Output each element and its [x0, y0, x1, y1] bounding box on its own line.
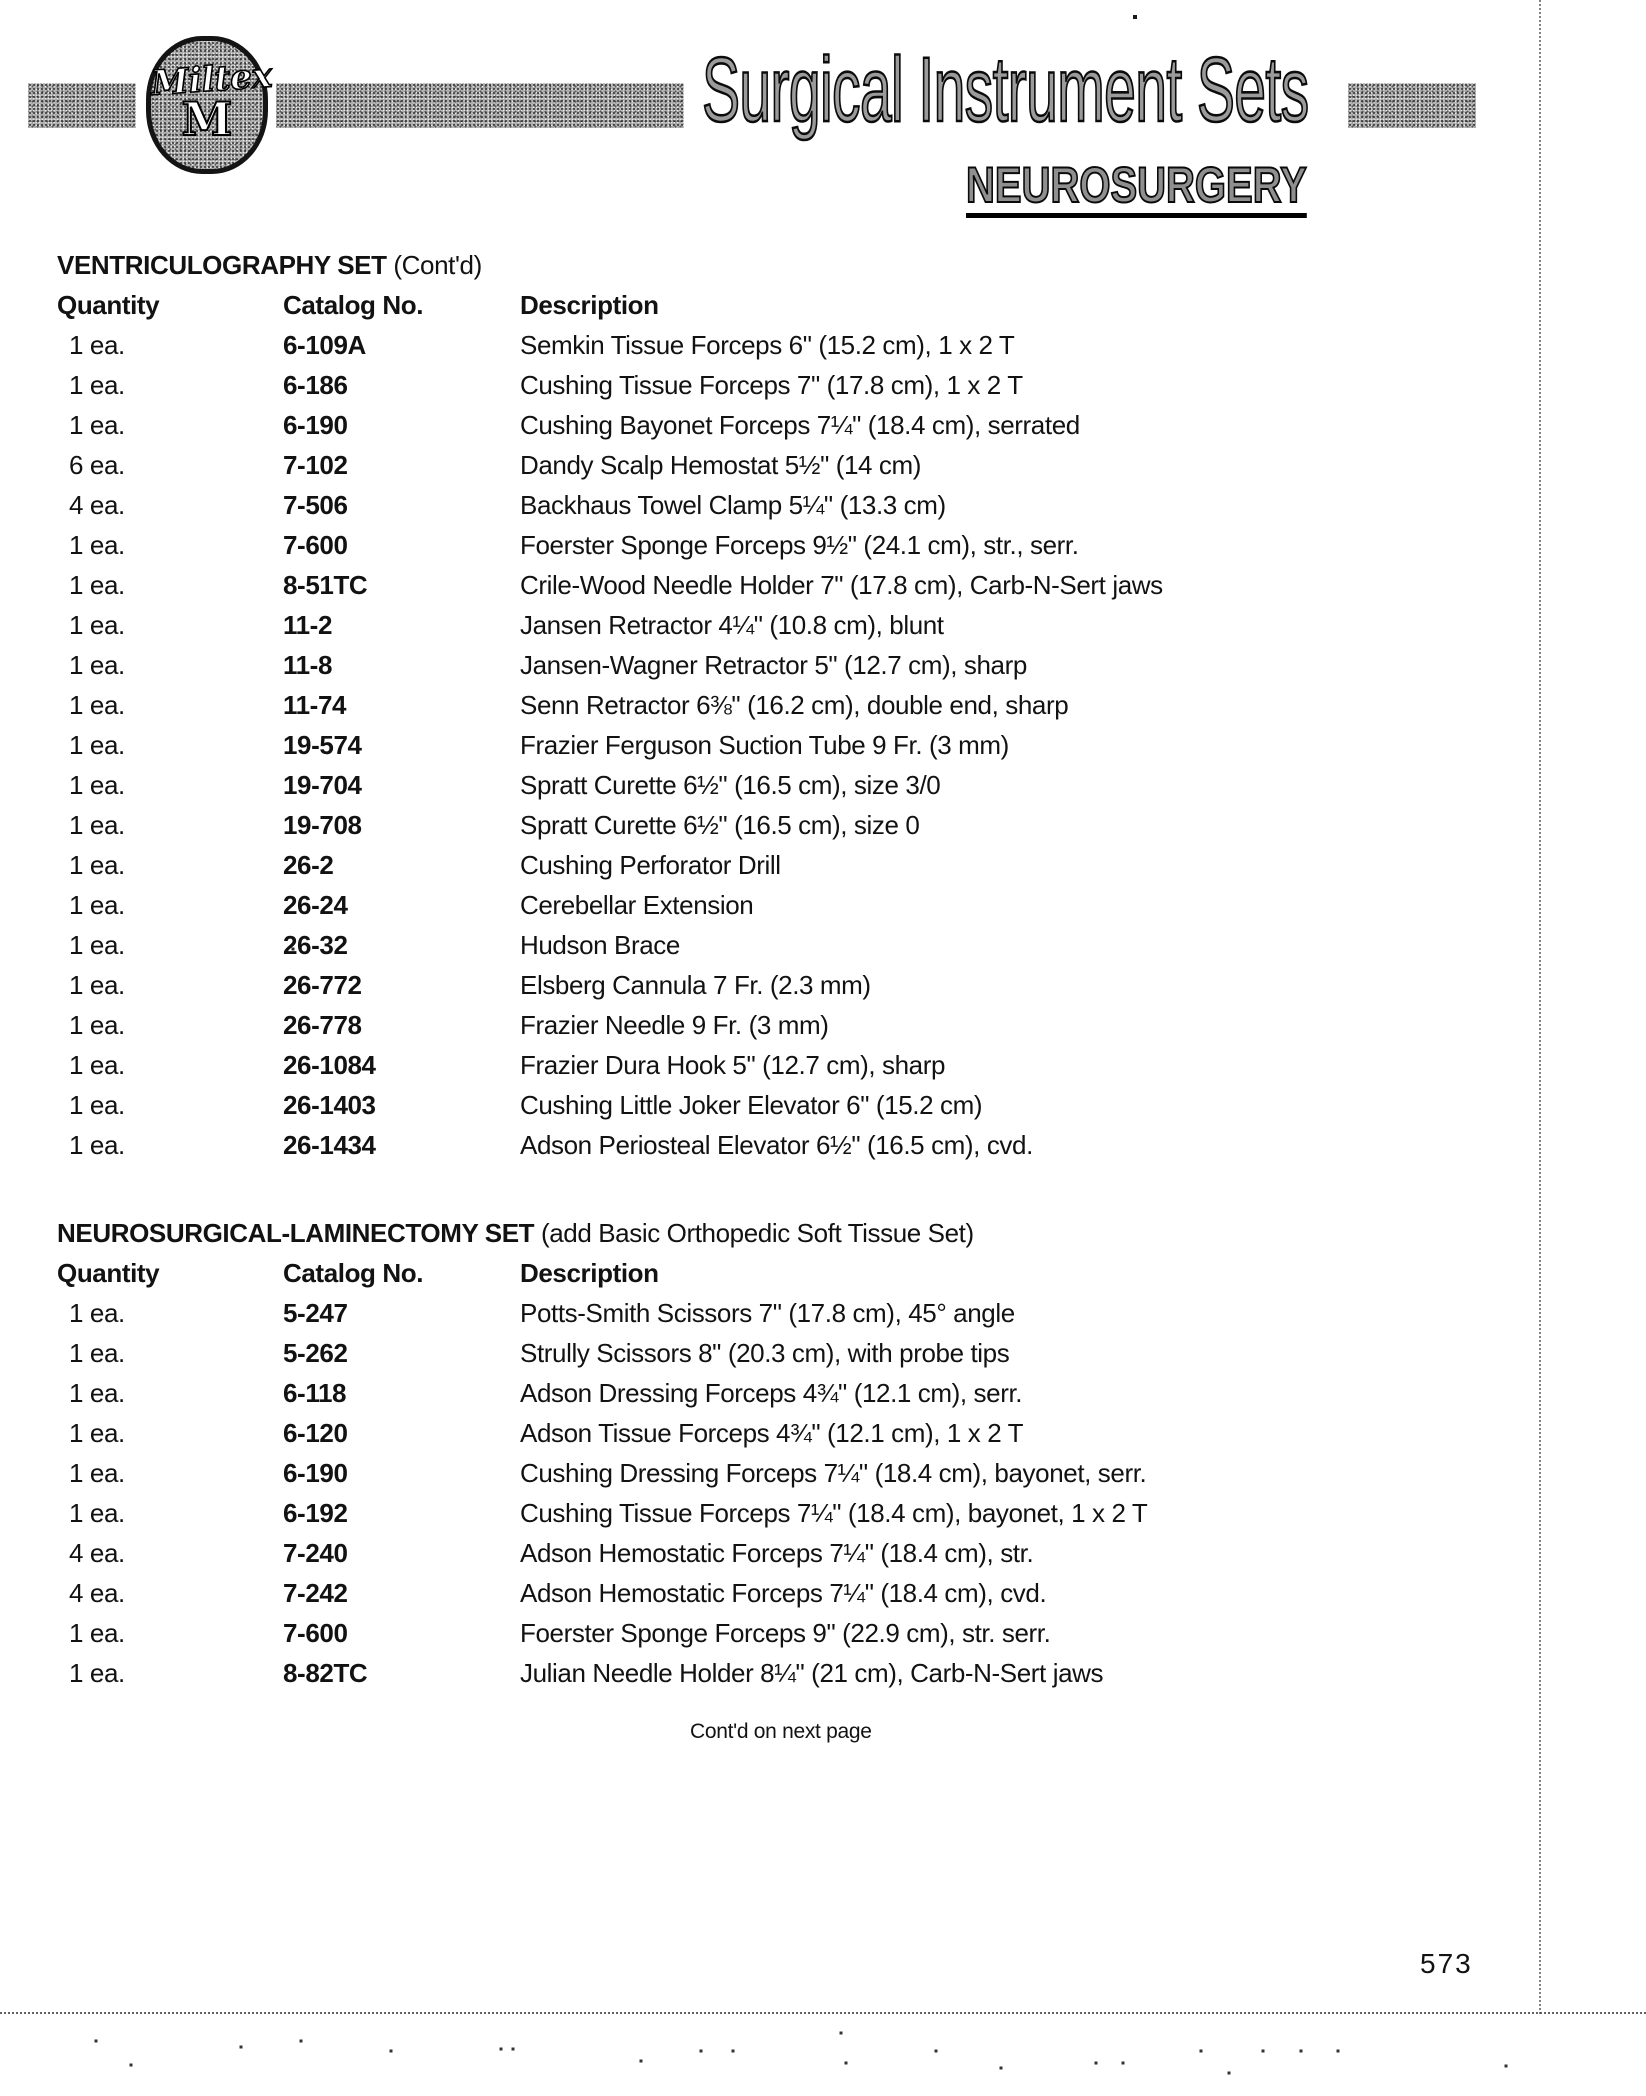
table-row	[57, 645, 1297, 685]
quantity-cell: 1 ea.	[69, 970, 125, 1000]
miltex-logo-m: M	[181, 92, 233, 146]
catalog-number-cell: 6-190	[283, 410, 348, 440]
table-row	[57, 1573, 1297, 1613]
catalog-number-cell: 26-32	[283, 930, 348, 960]
table-row	[57, 605, 1297, 645]
quantity-cell: 1 ea.	[69, 810, 125, 840]
description-cell: Adson Hemostatic Forceps 7¼" (18.4 cm), cvd.	[520, 1578, 1047, 1608]
catalog-number-cell: 6-190	[283, 1458, 348, 1488]
description-cell: Adson Hemostatic Forceps 7¼" (18.4 cm), str.	[520, 1538, 1034, 1568]
catalog-number-cell: 19-574	[283, 730, 362, 760]
column-header-catalog: Catalog No.	[283, 1258, 424, 1288]
quantity-cell: 1 ea.	[69, 1658, 125, 1688]
table-row	[57, 325, 1297, 365]
quantity-cell: 1 ea.	[69, 930, 125, 960]
catalog-number-cell: 11-8	[283, 650, 333, 680]
column-header-catalog: Catalog No.	[283, 290, 424, 320]
header-bar-right	[1348, 83, 1476, 128]
catalog-number-cell: 7-242	[283, 1578, 348, 1608]
page-title: Surgical Instrument Sets	[702, 39, 1309, 141]
table-row	[57, 445, 1297, 485]
description-cell: Senn Retractor 6⅜" (16.2 cm), double end, sharp	[520, 690, 1069, 720]
quantity-cell: 1 ea.	[69, 1010, 125, 1040]
quantity-cell: 4 ea.	[69, 490, 125, 520]
quantity-cell: 1 ea.	[69, 410, 125, 440]
section-neurosurgical-laminectomy-set	[57, 1213, 1297, 1693]
quantity-cell: 1 ea.	[69, 1050, 125, 1080]
description-cell: Frazier Needle 9 Fr. (3 mm)	[520, 1010, 829, 1040]
catalog-number-cell: 7-600	[283, 530, 348, 560]
table-row	[57, 365, 1297, 405]
quantity-cell: 4 ea.	[69, 1538, 125, 1568]
table-row	[57, 405, 1297, 445]
section-title	[57, 1213, 1297, 1253]
description-cell: Cushing Perforator Drill	[520, 850, 781, 880]
section-title-bold: NEUROSURGICAL-LAMINECTOMY SET	[57, 1218, 535, 1248]
table-row	[57, 485, 1297, 525]
table-rows	[57, 1293, 1297, 1693]
column-header-quantity: Quantity	[57, 290, 160, 320]
table-row	[57, 565, 1297, 605]
table-row	[57, 1373, 1297, 1413]
catalog-number-cell: 26-772	[283, 970, 362, 1000]
quantity-cell: 1 ea.	[69, 1418, 125, 1448]
scan-edge-horizontal-line	[0, 2012, 1646, 2014]
catalog-number-cell: 5-247	[283, 1298, 348, 1328]
quantity-cell: 1 ea.	[69, 330, 125, 360]
table-row	[57, 765, 1297, 805]
table-row	[57, 1045, 1297, 1085]
description-cell: Jansen-Wagner Retractor 5" (12.7 cm), sharp	[520, 650, 1027, 680]
quantity-cell: 1 ea.	[69, 1090, 125, 1120]
catalog-number-cell: 8-82TC	[283, 1658, 368, 1688]
quantity-cell: 1 ea.	[69, 370, 125, 400]
catalog-number-cell: 26-1403	[283, 1090, 376, 1120]
table-row	[57, 685, 1297, 725]
catalog-number-cell: 19-704	[283, 770, 362, 800]
column-headers	[57, 285, 1297, 325]
table-row	[57, 885, 1297, 925]
quantity-cell: 6 ea.	[69, 450, 125, 480]
section-title-note: (add Basic Orthopedic Soft Tissue Set)	[540, 1218, 974, 1248]
scan-noise-dots	[0, 0, 2, 2]
catalog-number-cell: 26-2	[283, 850, 334, 880]
description-cell: Adson Periosteal Elevator 6½" (16.5 cm), cvd.	[520, 1130, 1033, 1160]
table-row	[57, 1493, 1297, 1533]
description-cell: Cushing Bayonet Forceps 7¼" (18.4 cm), serrated	[520, 410, 1080, 440]
catalog-number-cell: 6-192	[283, 1498, 348, 1528]
description-cell: Cushing Tissue Forceps 7" (17.8 cm), 1 x 2 T	[520, 370, 1023, 400]
table-row	[57, 1613, 1297, 1653]
quantity-cell: 1 ea.	[69, 850, 125, 880]
catalog-number-cell: 5-262	[283, 1338, 348, 1368]
quantity-cell: 1 ea.	[69, 1498, 125, 1528]
catalog-number-cell: 6-118	[283, 1378, 347, 1408]
column-header-description: Description	[520, 290, 659, 320]
description-cell: Cushing Dressing Forceps 7¼" (18.4 cm), bayonet, serr.	[520, 1458, 1147, 1488]
catalog-number-cell: 19-708	[283, 810, 362, 840]
catalog-number-cell: 7-600	[283, 1618, 348, 1648]
description-cell: Adson Dressing Forceps 4¾" (12.1 cm), serr.	[520, 1378, 1023, 1408]
quantity-cell: 1 ea.	[69, 1458, 125, 1488]
column-header-description: Description	[520, 1258, 659, 1288]
quantity-cell: 1 ea.	[69, 1130, 125, 1160]
description-cell: Crile-Wood Needle Holder 7" (17.8 cm), Carb-N-Sert jaws	[520, 570, 1163, 600]
quantity-cell: 1 ea.	[69, 530, 125, 560]
catalog-number-cell: 7-102	[283, 450, 348, 480]
column-headers	[57, 1253, 1297, 1293]
table-row	[57, 845, 1297, 885]
quantity-cell: 1 ea.	[69, 570, 125, 600]
catalog-number-cell: 11-74	[283, 690, 347, 720]
header-bar-left	[28, 83, 136, 128]
catalog-number-cell: 26-1434	[283, 1130, 376, 1160]
description-cell: Spratt Curette 6½" (16.5 cm), size 0	[520, 810, 920, 840]
scan-edge-vertical-line	[1539, 0, 1541, 2014]
description-cell: Cushing Little Joker Elevator 6" (15.2 cm)	[520, 1090, 983, 1120]
description-cell: Foerster Sponge Forceps 9½" (24.1 cm), str., serr.	[520, 530, 1079, 560]
table-row	[57, 1533, 1297, 1573]
description-cell: Elsberg Cannula 7 Fr. (2.3 mm)	[520, 970, 871, 1000]
catalog-number-cell: 11-2	[283, 610, 333, 640]
catalog-number-cell: 6-120	[283, 1418, 348, 1448]
table-row	[57, 805, 1297, 845]
description-cell: Hudson Brace	[520, 930, 680, 960]
quantity-cell: 1 ea.	[69, 1298, 125, 1328]
description-cell: Semkin Tissue Forceps 6" (15.2 cm), 1 x 2 T	[520, 330, 1015, 360]
section-title-bold: VENTRICULOGRAPHY SET	[57, 250, 387, 280]
table-row	[57, 1453, 1297, 1493]
catalog-number-cell: 6-186	[283, 370, 348, 400]
catalog-number-cell: 7-506	[283, 490, 348, 520]
table-row	[57, 965, 1297, 1005]
miltex-logo	[146, 36, 274, 174]
table-row	[57, 1125, 1297, 1165]
section-ventriculography-set	[57, 245, 1297, 1165]
table-rows	[57, 325, 1297, 1165]
catalog-number-cell: 8-51TC	[283, 570, 368, 600]
description-cell: Spratt Curette 6½" (16.5 cm), size 3/0	[520, 770, 941, 800]
quantity-cell: 1 ea.	[69, 650, 125, 680]
description-cell: Dandy Scalp Hemostat 5½" (14 cm)	[520, 450, 922, 480]
quantity-cell: 1 ea.	[69, 730, 125, 760]
description-cell: Adson Tissue Forceps 4¾" (12.1 cm), 1 x 2 T	[520, 1418, 1024, 1448]
quantity-cell: 4 ea.	[69, 1578, 125, 1608]
table-row	[57, 725, 1297, 765]
catalog-number-cell: 7-240	[283, 1538, 348, 1568]
table-row	[57, 1653, 1297, 1693]
table-row	[57, 525, 1297, 565]
table-row	[57, 1333, 1297, 1373]
description-cell: Cushing Tissue Forceps 7¼" (18.4 cm), bayonet, 1 x 2 T	[520, 1498, 1148, 1528]
description-cell: Backhaus Towel Clamp 5¼" (13.3 cm)	[520, 490, 946, 520]
quantity-cell: 1 ea.	[69, 890, 125, 920]
section-title	[57, 245, 1297, 285]
description-cell: Potts-Smith Scissors 7" (17.8 cm), 45° angle	[520, 1298, 1015, 1328]
miltex-logo-script: Miltex	[149, 55, 274, 104]
column-header-quantity: Quantity	[57, 1258, 160, 1288]
quantity-cell: 1 ea.	[69, 1378, 125, 1408]
table-row	[57, 1293, 1297, 1333]
quantity-cell: 1 ea.	[69, 1338, 125, 1368]
catalog-number-cell: 26-778	[283, 1010, 362, 1040]
catalog-number-cell: 26-24	[283, 890, 348, 920]
section-title-note: (Cont'd)	[393, 250, 482, 280]
description-cell: Frazier Ferguson Suction Tube 9 Fr. (3 mm)	[520, 730, 1009, 760]
table-row	[57, 925, 1297, 965]
quantity-cell: 1 ea.	[69, 690, 125, 720]
description-cell: Jansen Retractor 4¼" (10.8 cm), blunt	[520, 610, 944, 640]
catalog-number-cell: 6-109A	[283, 330, 366, 360]
table-row	[57, 1413, 1297, 1453]
description-cell: Julian Needle Holder 8¼" (21 cm), Carb-N-Sert jaws	[520, 1658, 1104, 1688]
quantity-cell: 1 ea.	[69, 610, 125, 640]
quantity-cell: 1 ea.	[69, 1618, 125, 1648]
table-row	[57, 1085, 1297, 1125]
description-cell: Foerster Sponge Forceps 9" (22.9 cm), str. serr.	[520, 1618, 1051, 1648]
description-cell: Strully Scissors 8" (20.3 cm), with probe tips	[520, 1338, 1010, 1368]
catalog-number-cell: 26-1084	[283, 1050, 376, 1080]
page-number: 573	[1420, 1948, 1473, 1979]
header-bar-middle	[276, 83, 684, 128]
continued-note: Cont'd on next page	[690, 1720, 872, 1743]
page-subtitle: NEUROSURGERY	[966, 160, 1307, 218]
table-row	[57, 1005, 1297, 1045]
description-cell: Frazier Dura Hook 5" (12.7 cm), sharp	[520, 1050, 946, 1080]
quantity-cell: 1 ea.	[69, 770, 125, 800]
description-cell: Cerebellar Extension	[520, 890, 754, 920]
